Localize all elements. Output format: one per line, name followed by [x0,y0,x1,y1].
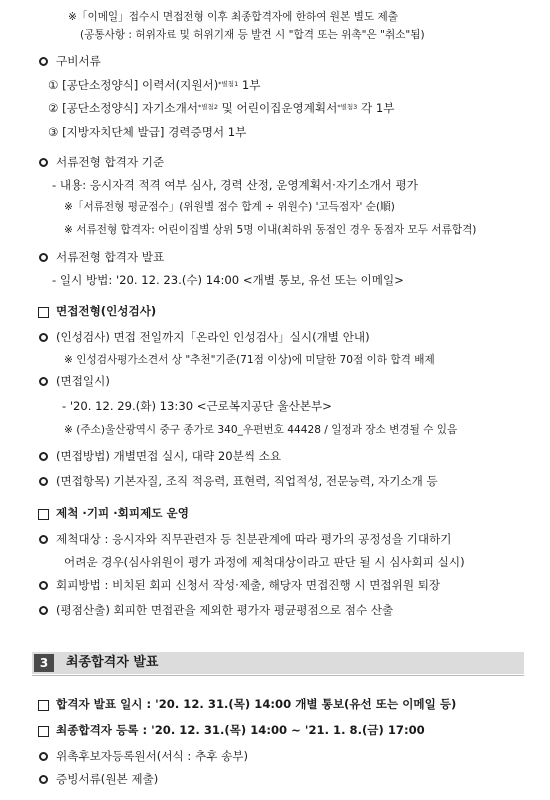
circle-bullet-icon [39,333,48,342]
section-title: 최종합격자 발표 [66,655,159,670]
circle-bullet-icon [39,752,48,761]
note-email-originals: ※「이메일」접수시 면접전형 이후 최종합격자에 한하여 원본 별도 제출 [68,11,398,23]
note-interview-address: ※ (주소)울산광역시 중구 종가로 340_우편번호 44428 / 일정과 장소 변경될 수 있음 [64,424,458,436]
document-screening-criteria-heading: 서류전형 합격자 기준 [56,155,165,169]
circle-bullet-icon [39,452,48,461]
circle-bullet-icon [39,253,48,262]
doc-item-plan-count: 각 1부 [357,101,395,115]
circle-bullet-icon [39,775,48,784]
doc-item-resume-count: 1부 [238,78,261,92]
interview-datetime: - '20. 12. 29.(화) 13:30 <근로복지공단 울산본부> [62,399,332,413]
doc-item-career-cert: ③ [지방자치단체 발급] 경력증명서 1부 [48,125,247,139]
note-screening-pass: ※ 서류전형 합격자: 어린이집별 상위 5명 이내(최하위 동점인 경우 동점자 모두 서류합격) [64,224,477,236]
square-bullet-icon [38,509,49,520]
recusal-target-cont: 어려운 경우(심사위원이 평가 과정에 제척대상이라고 판단 될 시 심사회피 실시) [64,555,465,569]
circle-bullet-icon [39,535,48,544]
doc-item-plan-text: 및 어린이집운영계획서 [217,101,338,115]
circle-bullet-icon [39,606,48,615]
note-personality-criteria: ※ 인성검사평가소견서 상 "추천"기준(71점 이상)에 미달한 70점 이하 합격 배제 [64,354,435,366]
circle-bullet-icon [39,158,48,167]
final-registration-period: 최종합격자 등록 : '20. 12. 31.(목) 14:00 ~ '21. 1. 8.(금) 17:00 [56,723,425,737]
note-average-score: ※「서류전형 평균점수」(위원별 점수 합계 ÷ 위원수) '고득점자' 순(順) [64,201,395,213]
circle-bullet-icon [39,57,48,66]
attachment-ref: *별첨3 [337,103,358,111]
interview-datetime-heading: (면접일시) [56,374,110,388]
square-bullet-icon [38,307,49,318]
circle-bullet-icon [39,477,48,486]
attachment-ref: *별첨1 [218,80,239,88]
interview-items: (면접항목) 기본자질, 조직 적응력, 표현력, 직업적성, 전문능력, 자기소개 등 [56,474,438,488]
screening-announcement-date: - 일시 방법: '20. 12. 23.(수) 14:00 <개별 통보, 유선 또는 이메일> [52,273,404,287]
recusal-target: 제척대상 : 응시자와 직무관련자 등 친분관계에 따라 평가의 공정성을 기대하기 [56,532,452,546]
doc-item-self-intro [48,101,394,116]
screening-announcement-heading: 서류전형 합격자 발표 [56,250,165,264]
section-divider [32,675,524,676]
doc-item-self-intro-text: ② [공단소정양식] 자기소개서 [48,101,199,115]
required-documents-heading: 구비서류 [56,54,101,68]
supporting-documents: 증빙서류(원본 제출) [56,772,159,786]
interview-section-heading: 면접전형(인성검사) [56,304,157,318]
recusal-method: 회피방법 : 비치된 회피 신청서 작성·제출, 해당자 면접진행 시 면접위원 퇴장 [56,578,441,592]
score-calculation: (평점산출) 회피한 면접관을 제외한 평가자 평균평점으로 점수 산출 [56,603,394,617]
interview-method: (면접방법) 개별면접 실시, 대략 20분씩 소요 [56,449,282,463]
section-number: 3 [34,654,54,672]
doc-item-resume-text: ① [공단소정양식] 이력서(지원서) [48,78,219,92]
personality-test: (인성검사) 면접 전일까지「온라인 인성검사」실시(개별 안내) [56,330,370,344]
final-announcement-date: 합격자 발표 일시 : '20. 12. 31.(목) 14:00 개별 통보(유선 또는 이메일 등) [56,697,457,711]
registration-form: 위촉후보자등록원서(서식 : 추후 송부) [56,749,249,763]
note-common-false-info: (공통사항 : 허위자료 및 허위기재 등 발견 시 "합격 또는 위촉"은 "취소"됨) [80,29,425,41]
doc-item-resume [48,78,260,93]
circle-bullet-icon [39,377,48,386]
square-bullet-icon [38,726,49,737]
circle-bullet-icon [39,581,48,590]
square-bullet-icon [38,700,49,711]
recusal-section-heading: 제척 ·기피 ·회피제도 운영 [56,506,189,520]
attachment-ref: *별첨2 [198,103,218,111]
screening-content: - 내용: 응시자격 적격 여부 심사, 경력 산정, 운영계획서·자기소개서 평가 [52,178,418,192]
